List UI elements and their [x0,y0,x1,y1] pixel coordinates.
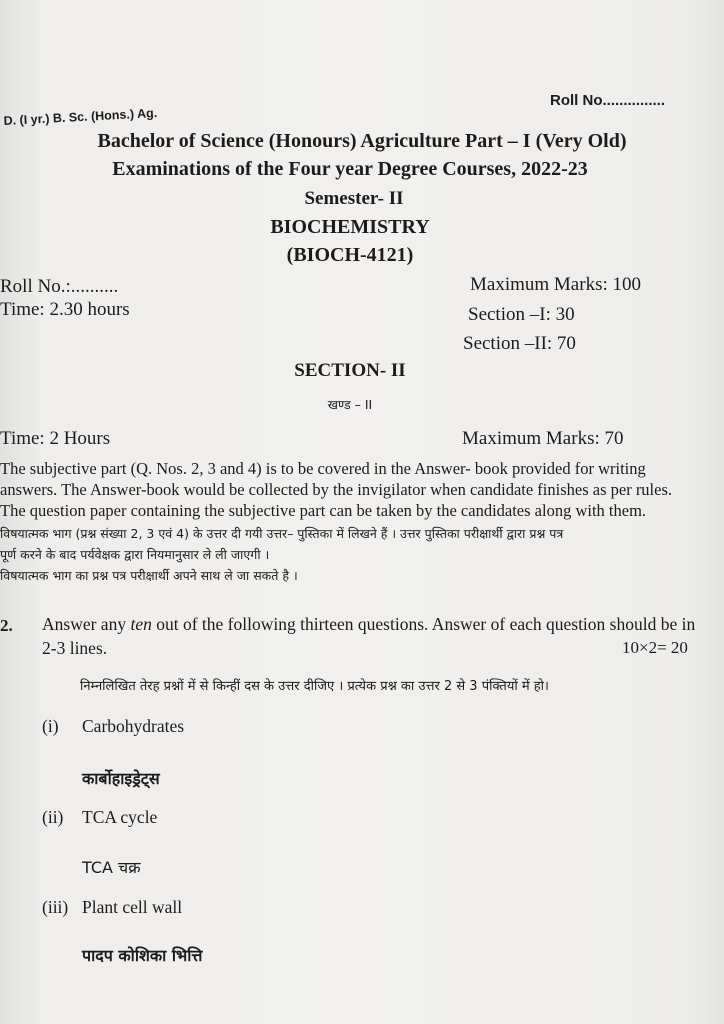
item-number: (ii) [42,807,64,827]
question-marks: 10×2= 20 [622,638,688,657]
item-text: Plant cell wall [82,897,183,917]
instruction-line-hindi: विषयात्मक भाग (प्रश्न संख्या 2, 3 एवं 4) के उत्तर दी गयी उत्तर– पुस्तिका में लिखने हैं । उत्तर पुस्तिका परीक्षार्थी द्वारा प्रश्न पत्र [0,526,564,541]
question-text-start: Answer any [42,614,131,634]
section-time: Time: 2 Hours [0,428,111,449]
instruction-line: The subjective part (Q. Nos. 2, 3 and 4) is to be covered in the Answer- book provided for writing [0,459,646,478]
question-number: 2. [0,616,13,635]
item-text-hindi: पादप कोशिका भित्ति [82,946,203,965]
item-number: (i) [42,716,59,736]
item-text: TCA cycle [82,807,158,827]
item-text-hindi: कार्बोहाइड्रेट्स [82,769,160,788]
section1-marks: Section –I: 30 [468,304,575,325]
semester-label: Semester- II [304,188,404,209]
instructions-english [0,458,714,521]
section-max-marks: Maximum Marks: 70 [462,428,624,449]
instruction-line: answers. The Answer-book would be collected by the invigilator when candidate finishes as per rules. [0,480,673,499]
question-text-hindi: निम्नलिखित तेरह प्रश्नों में से किन्हीं दस के उत्तर दीजिए । प्रत्येक प्रश्न का उत्तर 2 से 3 पंक्तियों में हो। [80,679,549,694]
instructions-hindi [0,523,563,586]
question-text-end: out of the following thirteen questions. Answer of each question should be in [151,614,696,634]
time-total: Time: 2.30 hours [0,299,130,320]
item-text: Carbohydrates [82,716,185,736]
exam-subtitle: Examinations of the Four year Degree Courses, 2022-23 [112,158,588,180]
roll-no-field: Roll No.:.......... [0,276,119,297]
program-code: D. (I yr.) B. Sc. (Hons.) Ag. [3,105,158,128]
item-text-hindi: TCA चक्र [82,858,141,877]
max-marks-total: Maximum Marks: 100 [470,274,641,295]
item-number: (iii) [42,897,69,917]
question-text-line2: 2-3 lines. [42,638,108,658]
section-title-hindi: खण्ड – II [327,397,373,412]
question-text [42,614,695,635]
instruction-line-hindi: विषयात्मक भाग का प्रश्न पत्र परीक्षार्थी अपने साथ ले जा सकते है । [0,568,298,583]
instruction-line: The question paper containing the subjective part can be taken by the candidates along with them. [0,501,647,520]
section-title: SECTION- II [294,360,406,381]
exam-title: Bachelor of Science (Honours) Agriculture Part – I (Very Old) [97,130,627,152]
roll-no-top: Roll No............... [550,92,666,109]
subject-title: BIOCHEMISTRY [270,216,430,238]
question-text-emphasis: ten [130,614,152,634]
instruction-line-hindi: पूर्ण करने के बाद पर्यवेक्षक द्वारा नियमानुसार ले ली जाएगी । [0,547,270,562]
course-code: (BIOCH-4121) [286,244,414,266]
section2-marks: Section –II: 70 [463,333,576,354]
